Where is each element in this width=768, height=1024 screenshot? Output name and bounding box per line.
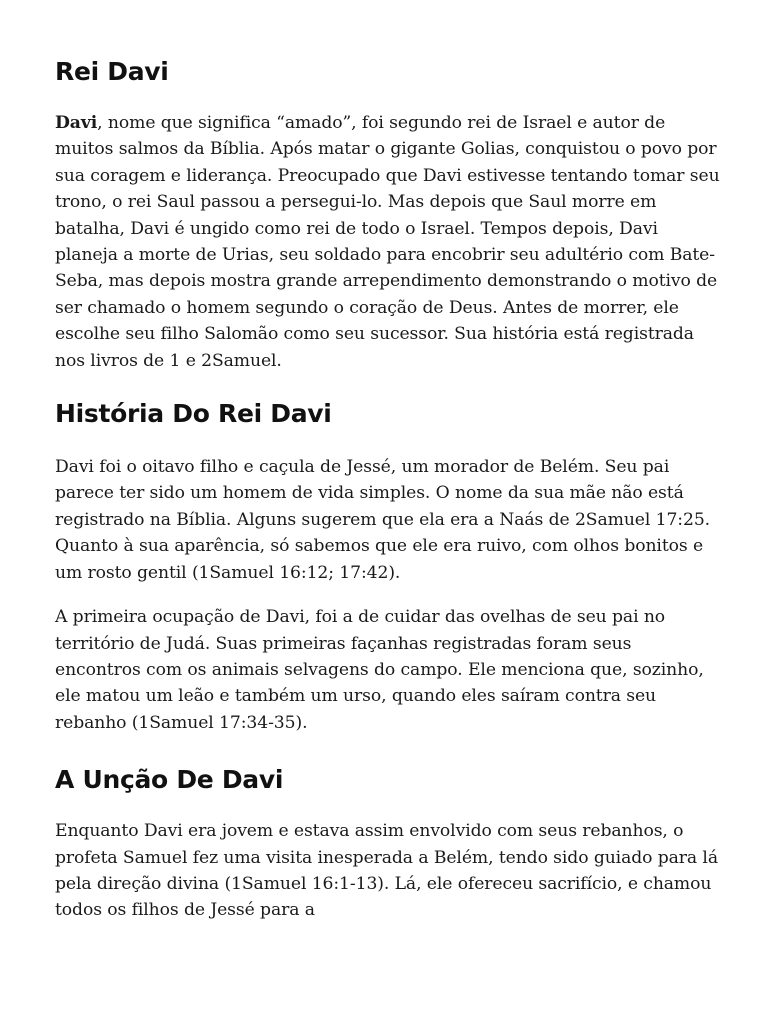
paragraph-historia-1: Davi foi o oitavo filho e caçula de Jessé, um morador de Belém. Seu pai parece ter sido um homem de vida simples. O nome da sua mãe não está registrado na Bíblia. Alguns sugerem que ela era a Naás de 2Samuel 17:25. Quanto à sua aparência, só sabemos que ele era ruivo, com olhos bonitos e um rosto gentil (1Samuel 16:12; 17:42). [55,457,711,583]
paragraph-uncao-1: Enquanto Davi era jovem e estava assim envolvido com seus rebanhos, o profeta Samuel fez uma visita inesperada a Belém, tendo sido guiado para lá pela direção divina (1Samuel 16:1-13). Lá, ele ofereceu sacrifício, e chamou todos os filhos de Jessé para a [55,821,718,921]
paragraph-historia-2: A primeira ocupação de Davi, foi a de cuidar das ovelhas de seu pai no território de Judá. Suas primeiras façanhas registradas foram seus encontros com os animais selvagens do campo. Ele menciona que, sozinho, ele matou um leão e também um urso, quando eles saíram contra seu rebanho (1Samuel 17:34-35). [55,607,704,733]
paragraph-intro-text: , nome que significa “amado”, foi segundo rei de Israel e autor de muitos salmos da Bíblia. Após matar o gigante Golias, conquistou o povo por sua coragem e liderança. Preocupado que Davi estivesse tentando tomar seu trono, o rei Saul passou a persegui-lo. Mas depois que Saul morre em batalha, Davi é ungido como rei de todo o Israel. Tempos depois, Davi planeja a morte de Urias, seu soldado para encobrir seu adultério com Bate-Seba, mas depois mostra grande arrependimento demonstrando o motivo de ser chamado o homem segundo o coração de Deus. Antes de morrer, ele escolhe seu filho Salomão como seu sucessor. Sua história está registrada nos livros de 1 e 2Samuel. [55,113,720,371]
heading-uncao: A Unção De Davi [55,765,284,795]
paragraph-intro-lead: Davi [55,113,98,133]
heading-rei-davi: Rei Davi [55,57,169,86]
paragraph-intro [55,110,722,374]
heading-historia: História Do Rei Davi [55,399,332,429]
